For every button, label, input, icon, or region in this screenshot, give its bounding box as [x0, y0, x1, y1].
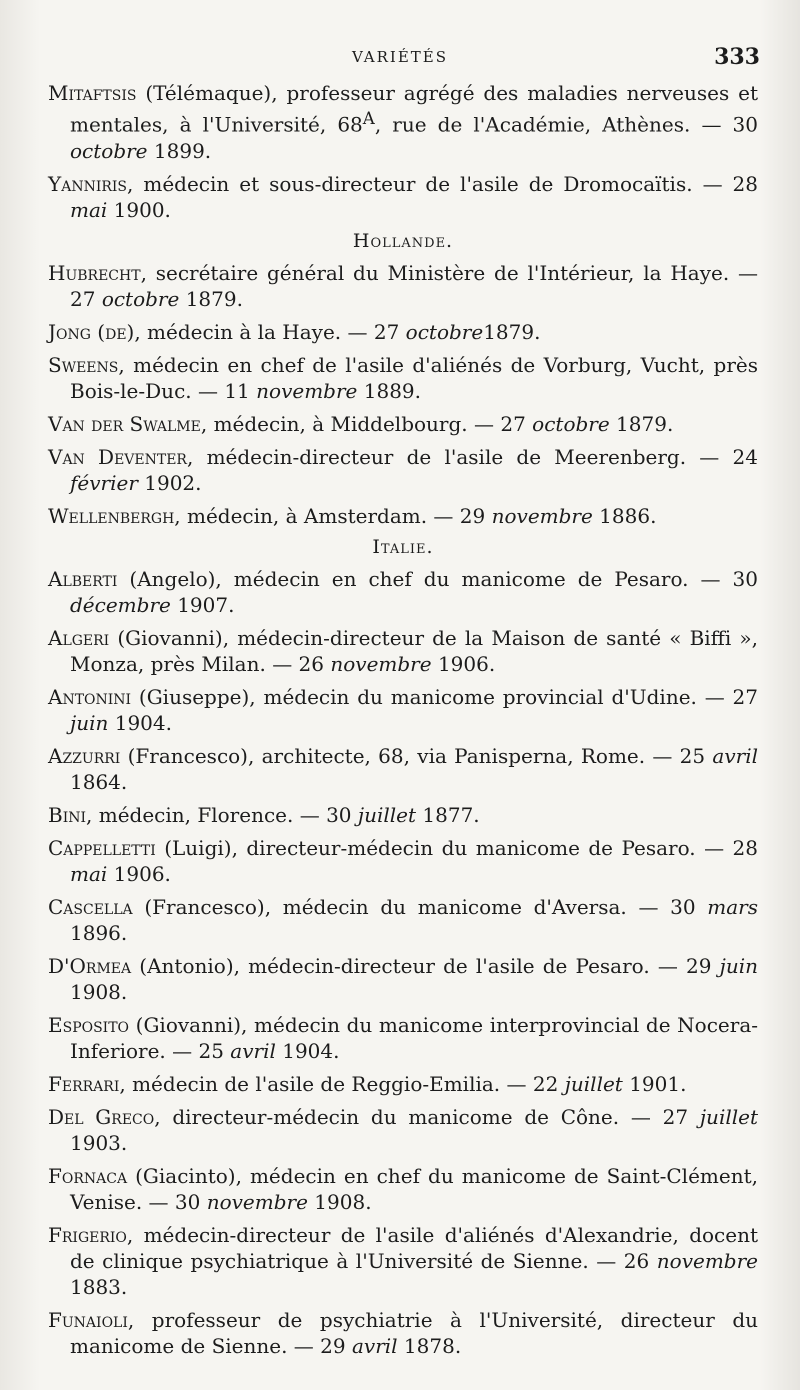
entry-year: 1879.: [179, 286, 243, 311]
entry-name: Cappelletti: [48, 835, 156, 860]
directory-entry: [48, 684, 758, 736]
entry-month: octobre: [70, 138, 148, 163]
entry-month: novembre: [656, 1248, 758, 1273]
entry-text: , directeur-médecin du manicome de Cône. — 27: [154, 1104, 700, 1129]
directory-entry: [48, 625, 758, 677]
entry-year: 1889.: [357, 378, 422, 403]
page-header: [40, 44, 760, 74]
entry-year: 1886.: [592, 503, 657, 528]
entry-text: (Francesco), médecin du manicome d'Aversa. — 30: [132, 894, 708, 919]
directory-entry: [48, 802, 758, 828]
entry-year: 1877.: [416, 802, 480, 827]
directory-entry: [48, 503, 758, 529]
directory-entry: [48, 953, 758, 1005]
entry-month: mars: [707, 894, 758, 919]
entry-year: 1904.: [108, 710, 172, 735]
entry-year: 1878.: [397, 1333, 462, 1358]
entry-year: 1907.: [170, 592, 235, 617]
directory-entry: [48, 1222, 758, 1300]
entry-name: Cascella: [48, 894, 133, 919]
entry-name: Van Deventer: [48, 444, 187, 469]
entry-month: novembre: [491, 503, 593, 528]
directory-entry: [48, 80, 758, 164]
entry-text: , médecin-directeur de l'asile d'aliénés d'Alexandrie, docent de clinique psychiatrique à l'Université de Sienne. — 26: [70, 1222, 758, 1273]
entry-month: octobre: [101, 286, 180, 311]
directory-entry: [48, 1071, 758, 1097]
entry-year: 1906.: [431, 651, 496, 676]
directory-entry: [48, 260, 758, 312]
entry-name: Ferrari: [48, 1071, 120, 1096]
entry-year: 1903.: [70, 1130, 128, 1155]
entry-month: juillet: [564, 1071, 623, 1096]
entry-year: 1906.: [107, 861, 171, 886]
entry-month: décembre: [70, 592, 171, 617]
entry-text: (Francesco), architecte, 68, via Panisperna, Rome. — 25: [120, 743, 713, 768]
directory-entry: [48, 352, 758, 404]
entry-text: , médecin et sous-directeur de l'asile de Dromocaïtis. — 28: [127, 171, 758, 196]
entry-month: mai: [70, 861, 108, 886]
entry-name: Mitaftsis: [48, 81, 137, 105]
entry-name: Del Greco: [48, 1104, 155, 1129]
entry-text: (Giuseppe), médecin du manicome provincial d'Udine. — 27: [131, 684, 758, 709]
entry-month: avril: [351, 1333, 398, 1358]
entry-year: 1900.: [107, 197, 171, 222]
entry-month: février: [70, 470, 138, 495]
entry-text-continued: , rue de l'Académie, Athènes. — 30: [374, 112, 758, 137]
entry-month: juillet: [357, 802, 417, 827]
entry-month: novembre: [206, 1189, 308, 1214]
entry-text: , professeur de psychiatrie à l'Université, directeur du manicome de Sienne. — 29: [70, 1307, 758, 1358]
entry-year: 1879.: [483, 319, 541, 344]
entry-name: Sweens: [48, 352, 119, 377]
entry-year: 1908.: [307, 1189, 372, 1214]
running-title: VARIÉTÉS: [351, 48, 449, 66]
entry-text: , médecin, à Middelbourg. — 27: [200, 411, 533, 436]
entry-month: avril: [712, 743, 758, 768]
entry-month: juin: [719, 953, 758, 978]
entry-month: octobre: [405, 319, 484, 344]
directory-entry: [48, 566, 758, 618]
entry-year: 1864.: [70, 769, 128, 794]
entry-year: 1908.: [70, 979, 128, 1004]
entry-text: (Antonio), médecin-directeur de l'asile de Pesaro. — 29: [131, 953, 720, 978]
entry-name: Hubrecht: [48, 260, 141, 285]
entry-name: Fornaca: [48, 1163, 128, 1188]
entry-month: juillet: [699, 1104, 759, 1129]
entry-name: Frigerio: [48, 1222, 127, 1247]
entry-text: , médecin en chef de l'asile d'aliénés de Vorburg, Vucht, près Bois-le-Duc. — 11: [70, 352, 758, 403]
directory-entry: [48, 1163, 758, 1215]
entry-year: 1899.: [147, 138, 212, 163]
entry-text: , médecin, Florence. — 30: [86, 802, 358, 827]
entry-name: Yanniris: [48, 171, 128, 196]
entry-year: 1883.: [70, 1274, 128, 1299]
entry-text: (Giacinto), médecin en chef du manicome de Saint-Clément, Venise. — 30: [70, 1163, 758, 1214]
entry-text: , médecin-directeur de l'asile de Meerenberg. — 24: [186, 444, 758, 469]
section-heading: Hollande.: [352, 229, 454, 252]
entry-text: (Angelo), médecin en chef du manicome de Pesaro. — 30: [117, 566, 758, 591]
entry-text: (Télémaque), professeur agrégé des maladies nerveuses et mentales, à l'Université, 68: [70, 81, 758, 137]
entry-year: 1902.: [137, 470, 202, 495]
entry-name: Bini: [48, 802, 87, 827]
entry-name: D'Ormea: [48, 953, 132, 978]
entry-name: Antonini: [48, 684, 132, 709]
directory-entry: [48, 1012, 758, 1064]
entry-name: Wellenbergh: [48, 503, 175, 528]
entry-month: mai: [70, 197, 108, 222]
entry-month: octobre: [532, 411, 610, 436]
entry-text: (Giovanni), médecin-directeur de la Maison de santé « Biffi », Monza, près Milan. — 26: [70, 625, 758, 676]
entry-text: , secrétaire général du Ministère de l'Intérieur, la Haye. — 27: [70, 260, 758, 311]
entry-year: 1901.: [622, 1071, 687, 1096]
entry-text: , médecin, à Amsterdam. — 29: [174, 503, 492, 528]
entry-name: Azzurri: [48, 743, 121, 768]
entry-name: Algeri: [48, 625, 110, 650]
entry-text: , médecin de l'asile de Reggio-Emilia. — 22: [119, 1071, 565, 1096]
entry-name: Funaioli: [48, 1307, 128, 1332]
entry-month: avril: [230, 1038, 276, 1063]
page-number: 333: [714, 44, 760, 70]
entry-name: Esposito: [48, 1012, 130, 1037]
entry-year: 1879.: [609, 411, 674, 436]
entry-name: Van der Swalme: [48, 411, 201, 436]
entry-text: (Luigi), directeur-médecin du manicome de Pesaro. — 28: [155, 835, 758, 860]
entry-superscript: A: [362, 109, 375, 128]
directory-entry: [48, 411, 758, 437]
section-heading: Italie.: [372, 535, 434, 558]
directory-entry: [48, 743, 758, 795]
entry-text: , médecin à la Haye. — 27: [134, 319, 406, 344]
entry-name: Jong (de): [48, 319, 135, 344]
entry-year: 1904.: [275, 1038, 340, 1063]
directory-entry: [48, 1307, 758, 1359]
entry-month: novembre: [256, 378, 358, 403]
entries-list: [48, 80, 758, 1366]
entry-month: novembre: [330, 651, 432, 676]
entry-name: Alberti: [48, 566, 118, 591]
entry-text: (Giovanni), médecin du manicome interprovincial de Nocera-Inferiore. — 25: [70, 1012, 758, 1063]
directory-entry: [48, 835, 758, 887]
entry-year: 1896.: [70, 920, 128, 945]
entry-month: juin: [70, 710, 109, 735]
directory-entry: [48, 444, 758, 496]
directory-entry: [48, 894, 758, 946]
directory-entry: [48, 1104, 758, 1156]
directory-entry: [48, 171, 758, 223]
directory-entry: [48, 319, 758, 345]
